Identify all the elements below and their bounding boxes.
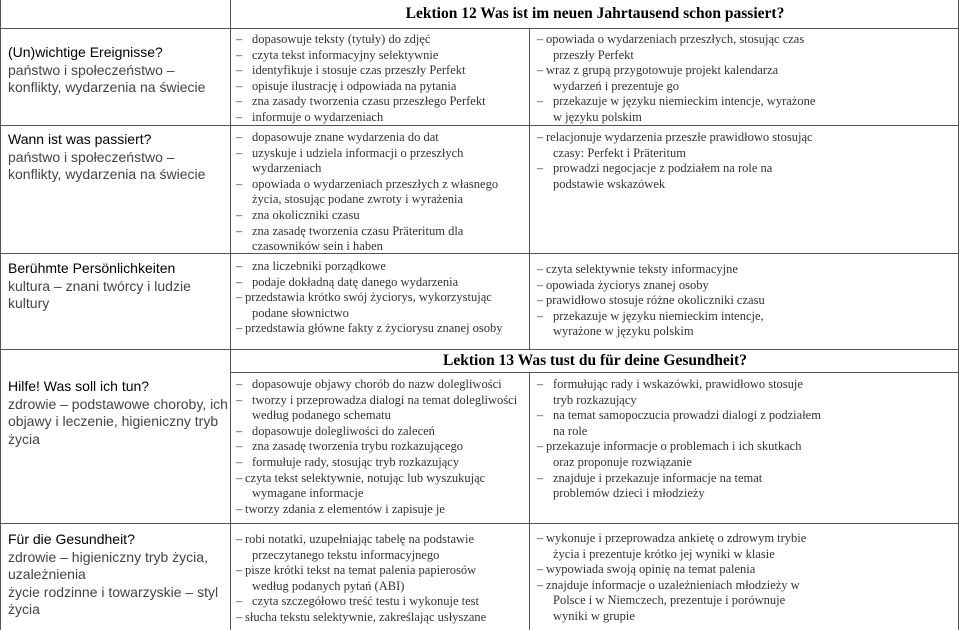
bullet-dash: – [537, 377, 544, 391]
requirement-item [236, 79, 528, 95]
requirement-continuation: według podanych pytań (ABI) [252, 578, 405, 593]
requirement-item [236, 259, 528, 275]
bullet-dash: – [236, 176, 243, 191]
topic-cell-2 [8, 131, 228, 184]
requirement-item [236, 424, 528, 440]
requirement-item [236, 32, 528, 48]
row-divider [0, 523, 959, 524]
requirement-item [537, 130, 955, 146]
requirement-continuation: podane słownictwo [252, 305, 349, 320]
bullet-dash: – [537, 262, 544, 276]
requirement-text: dopasowuje teksty (tytuły) do zdjęć [252, 32, 431, 46]
bullet-dash: – [236, 145, 243, 160]
bullet-dash: – [236, 377, 243, 391]
requirement-continuation: wydarzeń i prezentuje go [553, 78, 679, 93]
requirement-item [236, 532, 528, 548]
bullet-dash: – [236, 594, 243, 609]
requirement-text: wypowiada swoją opinię na temat palenia [546, 562, 756, 577]
topic-cell-3 [8, 260, 228, 313]
column-divider-2b [529, 372, 530, 630]
row-divider [0, 28, 959, 29]
bullet-dash: – [236, 321, 243, 336]
requirement-text: przedstawia główne fakty z życiorysu znanej osoby [245, 321, 503, 336]
requirement-text: czyta szczegółowo treść testu i wykonuje test [252, 594, 480, 609]
requirement-item [236, 455, 528, 471]
topic-line: konflikty, wydarzenia na świecie [8, 166, 206, 182]
row-divider [0, 349, 959, 350]
topic-line: państwo i społeczeństwo – [8, 61, 175, 78]
requirement-item [537, 439, 955, 455]
requirement-continuation: problemów dzieci i młodzieży [553, 486, 705, 501]
bullet-dash: – [537, 531, 544, 545]
topic-line: konflikty, wydarzenia na świecie [8, 79, 206, 95]
requirement-text: czyta tekst selektywnie, notując lub wyszukując [245, 470, 486, 485]
bullet-dash: – [537, 562, 544, 577]
bullet-dash: – [236, 32, 243, 46]
topic-cell-4 [8, 378, 228, 448]
requirement-item [537, 531, 955, 547]
topic-title: (Un)wichtige Ereignisse? [8, 44, 163, 60]
bullet-dash: – [537, 130, 544, 144]
requirement-text: tworzy i przeprowadza dialogi na temat dolegliwości [252, 392, 518, 407]
requirement-item [236, 146, 528, 162]
topic-line: kultury [8, 295, 50, 311]
topic-line: kultura – znani twórcy i ludzie [8, 277, 191, 294]
requirement-item [537, 377, 955, 393]
topic-line: państwo i społeczeństwo – [8, 148, 175, 165]
bullet-dash: – [236, 94, 243, 109]
topic-line: życie rodzinne i towarzyskie – styl [8, 583, 219, 600]
bullet-dash: – [236, 470, 243, 485]
requirement-continuation: wymagane informacje [252, 486, 364, 501]
requirement-text: uzyskuje i udziela informacji o przeszłych [252, 145, 464, 160]
bullet-dash: – [236, 47, 243, 62]
bullet-dash: – [537, 277, 544, 292]
requirement-item [236, 393, 528, 409]
extended-requirements-cell-3 [537, 262, 955, 340]
requirement-text: słucha tekstu selektywnie, zakreślając usłyszane [245, 609, 487, 624]
requirement-text: tworzy zdania z elementów i zapisuje je [245, 501, 445, 516]
basic-requirements-cell-4 [236, 377, 528, 517]
bullet-dash: – [537, 293, 544, 308]
requirement-text: dopasowuje znane wydarzenia do dat [252, 130, 439, 144]
requirement-item [537, 63, 955, 79]
column-divider-1 [230, 0, 231, 630]
bullet-dash: – [537, 439, 544, 454]
bullet-dash: – [236, 63, 243, 78]
requirement-continuation: tryb rozkazujący [553, 392, 637, 407]
topic-title: Wann ist was passiert? [8, 131, 152, 147]
requirement-item [236, 471, 528, 487]
requirement-text: pisze krótki tekst na temat palenia papierosów [245, 563, 477, 578]
extended-requirements-cell-1 [537, 32, 955, 126]
bullet-dash: – [236, 109, 243, 124]
topic-cell-5 [8, 531, 228, 619]
requirement-text: na temat samopoczucia prowadzi dialogi z podziałem [553, 408, 821, 423]
requirement-text: przekazuje informacje o problemach i ich skutkach [546, 439, 802, 454]
requirement-text: dopasowuje dolegliwości do zaleceń [252, 423, 435, 438]
requirement-item [236, 130, 528, 146]
requirement-item [537, 578, 955, 594]
requirement-text: informuje o wydarzeniach [252, 109, 384, 124]
requirement-text: znajduje i przekazuje informacje na temat [553, 470, 763, 485]
requirement-item [537, 471, 955, 487]
requirement-continuation: według podanego schematu [252, 408, 391, 423]
bullet-dash: – [537, 94, 544, 109]
topic-line: zdrowie – podstawowe choroby, ich [8, 395, 228, 412]
bullet-dash: – [236, 423, 243, 438]
requirement-text: zna zasady tworzenia czasu przeszłego Perfekt [252, 94, 486, 109]
requirement-continuation: oraz proponuje rozwiązanie [553, 454, 692, 469]
requirement-continuation: na role [553, 423, 588, 438]
requirement-text: robi notatki, uzupełniając tabelę na podstawie [245, 532, 475, 546]
bullet-dash: – [236, 609, 243, 624]
requirement-item [236, 594, 528, 610]
requirement-continuation: czasowników sein i haben [252, 239, 383, 254]
topic-line: uzależnienia [8, 566, 86, 582]
basic-requirements-cell-5 [236, 532, 528, 626]
requirement-item [236, 377, 528, 393]
requirement-text: przedstawia krótko swój życiorys, wykorzystując [245, 290, 492, 305]
requirement-item [236, 48, 528, 64]
topic-title: Berühmte Persönlichkeiten [8, 260, 176, 276]
requirement-item [537, 262, 955, 278]
table-border-right [958, 0, 959, 630]
bullet-dash: – [236, 223, 243, 238]
requirement-text: przekazuje w języku niemieckim intencje, wyrażone [553, 94, 816, 109]
requirement-continuation: czasy: Perfekt i Präteritum [553, 145, 686, 160]
requirement-text: opowiada o wydarzeniach przeszłych z własnego [252, 176, 499, 191]
requirement-item [236, 563, 528, 579]
bullet-dash: – [537, 577, 544, 592]
basic-requirements-cell-3 [236, 259, 528, 337]
requirement-text: formułując rady i wskazówki, prawidłowo stosuje [553, 377, 803, 391]
extended-requirements-cell-2 [537, 130, 955, 192]
requirement-item [537, 161, 955, 177]
requirement-continuation: przeszły Perfekt [553, 47, 634, 62]
bullet-dash: – [236, 78, 243, 93]
requirement-item [236, 63, 528, 79]
requirement-text: przekazuje w języku niemieckim intencje, [553, 308, 764, 323]
requirement-text: prawidłowo stosuje różne okoliczniki czasu [546, 293, 765, 308]
topic-title: Hilfe! Was soll ich tun? [8, 378, 150, 394]
extended-requirements-cell-5 [537, 531, 955, 625]
basic-requirements-cell-2 [236, 130, 528, 255]
requirement-item [537, 408, 955, 424]
requirement-item [537, 278, 955, 294]
bullet-dash: – [236, 454, 243, 469]
requirement-text: formułuje rady, stosując tryb rozkazujący [252, 454, 460, 469]
topic-title: Für die Gesundheit? [8, 531, 135, 547]
topic-cell-1 [8, 44, 228, 97]
requirement-continuation: przeczytanego tekstu informacyjnego [252, 547, 440, 562]
requirement-item [236, 110, 528, 126]
bullet-dash: – [537, 470, 544, 485]
requirement-continuation: życia i prezentuje krótko jej wyniki w klasie [553, 546, 775, 561]
bullet-dash: – [236, 274, 243, 289]
requirement-text: czyta tekst informacyjny selektywnie [252, 47, 439, 62]
basic-requirements-cell-1 [236, 32, 528, 126]
bullet-dash: – [236, 290, 243, 305]
bullet-dash: – [236, 439, 243, 454]
bullet-dash: – [537, 161, 544, 176]
requirement-text: identyfikuje i stosuje czas przeszły Perfekt [252, 63, 466, 78]
requirement-text: zna okoliczniki czasu [252, 207, 360, 222]
extended-requirements-cell-4 [537, 377, 955, 502]
row-divider [230, 372, 959, 373]
topic-line: zdrowie – higieniczny tryb życia, [8, 548, 208, 565]
topic-line: życia [8, 430, 40, 447]
requirement-text: wraz z grupą przygotowuje projekt kalendarza [546, 63, 779, 78]
requirement-text: relacjonuje wydarzenia przeszłe prawidłowo stosując [546, 130, 813, 144]
requirement-item [537, 293, 955, 309]
requirement-text: wykonuje i przeprowadza ankietę o zdrowym trybie [546, 531, 807, 545]
requirement-item [236, 290, 528, 306]
requirement-item [537, 309, 955, 325]
requirement-item [236, 94, 528, 110]
requirement-item [236, 439, 528, 455]
bullet-dash: – [236, 130, 243, 144]
bullet-dash: – [236, 207, 243, 222]
column-divider-2a [529, 28, 530, 349]
bullet-dash: – [537, 32, 544, 46]
requirement-continuation: wyrażone w języku polskim [553, 324, 694, 339]
requirement-text: podaje dokładną datę danego wydarzenia [252, 274, 459, 289]
bullet-dash: – [236, 501, 243, 516]
bullet-dash: – [537, 408, 544, 423]
requirement-text: opowiada o wydarzeniach przeszłych, stosując czas [546, 32, 805, 46]
bullet-dash: – [236, 563, 243, 578]
requirement-text: dopasowuje objawy chorób do nazw dolegliwości [252, 377, 502, 391]
requirement-continuation: podstawie wskazówek [553, 176, 666, 191]
requirement-item [236, 321, 528, 337]
requirement-continuation: życia, stosując podane zwroty i wyrażenia [252, 192, 464, 207]
requirement-item [537, 562, 955, 578]
requirement-text: opisuje ilustrację i odpowiada na pytania [252, 78, 457, 93]
bullet-dash: – [236, 259, 243, 273]
topic-line: objawy i leczenie, higieniczny tryb [8, 413, 219, 429]
requirement-continuation: Polsce i w Niemczech, prezentuje i porównuje [553, 593, 786, 608]
requirement-item [236, 208, 528, 224]
requirement-item [236, 224, 528, 240]
bullet-dash: – [236, 392, 243, 407]
lesson-12-header: Lektion 12 Was ist im neuen Jahrtausend schon passiert? [405, 5, 785, 22]
requirement-text: prowadzi negocjacje z podziałem na role na [553, 161, 773, 176]
requirement-continuation: wydarzeniach [252, 161, 322, 176]
requirement-text: zna zasadę tworzenia czasu Präteritum dla [252, 223, 464, 238]
requirement-text: opowiada życiorys znanej osoby [546, 277, 709, 292]
requirement-continuation: w języku polskim [553, 109, 642, 124]
requirement-item [236, 177, 528, 193]
requirement-item [236, 502, 528, 518]
requirement-item [537, 32, 955, 48]
bullet-dash: – [537, 308, 544, 323]
table-border-left [0, 0, 1, 630]
requirement-continuation: wyniki w grupie [553, 608, 635, 623]
requirement-text: czyta selektywnie teksty informacyjne [546, 262, 738, 276]
requirement-text: zna zasadę tworzenia trybu rozkazującego [252, 439, 463, 454]
requirement-item [236, 610, 528, 626]
requirement-text: zna liczebniki porządkowe [252, 259, 386, 273]
bullet-dash: – [537, 63, 544, 78]
requirement-item [537, 94, 955, 110]
requirement-text: znajduje informacje o uzależnieniach młodzieży w [546, 577, 800, 592]
topic-line: życia [8, 601, 40, 617]
lesson-13-header: Lektion 13 Was tust du für deine Gesundheit? [443, 352, 747, 369]
bullet-dash: – [236, 532, 243, 546]
requirement-item [236, 275, 528, 291]
